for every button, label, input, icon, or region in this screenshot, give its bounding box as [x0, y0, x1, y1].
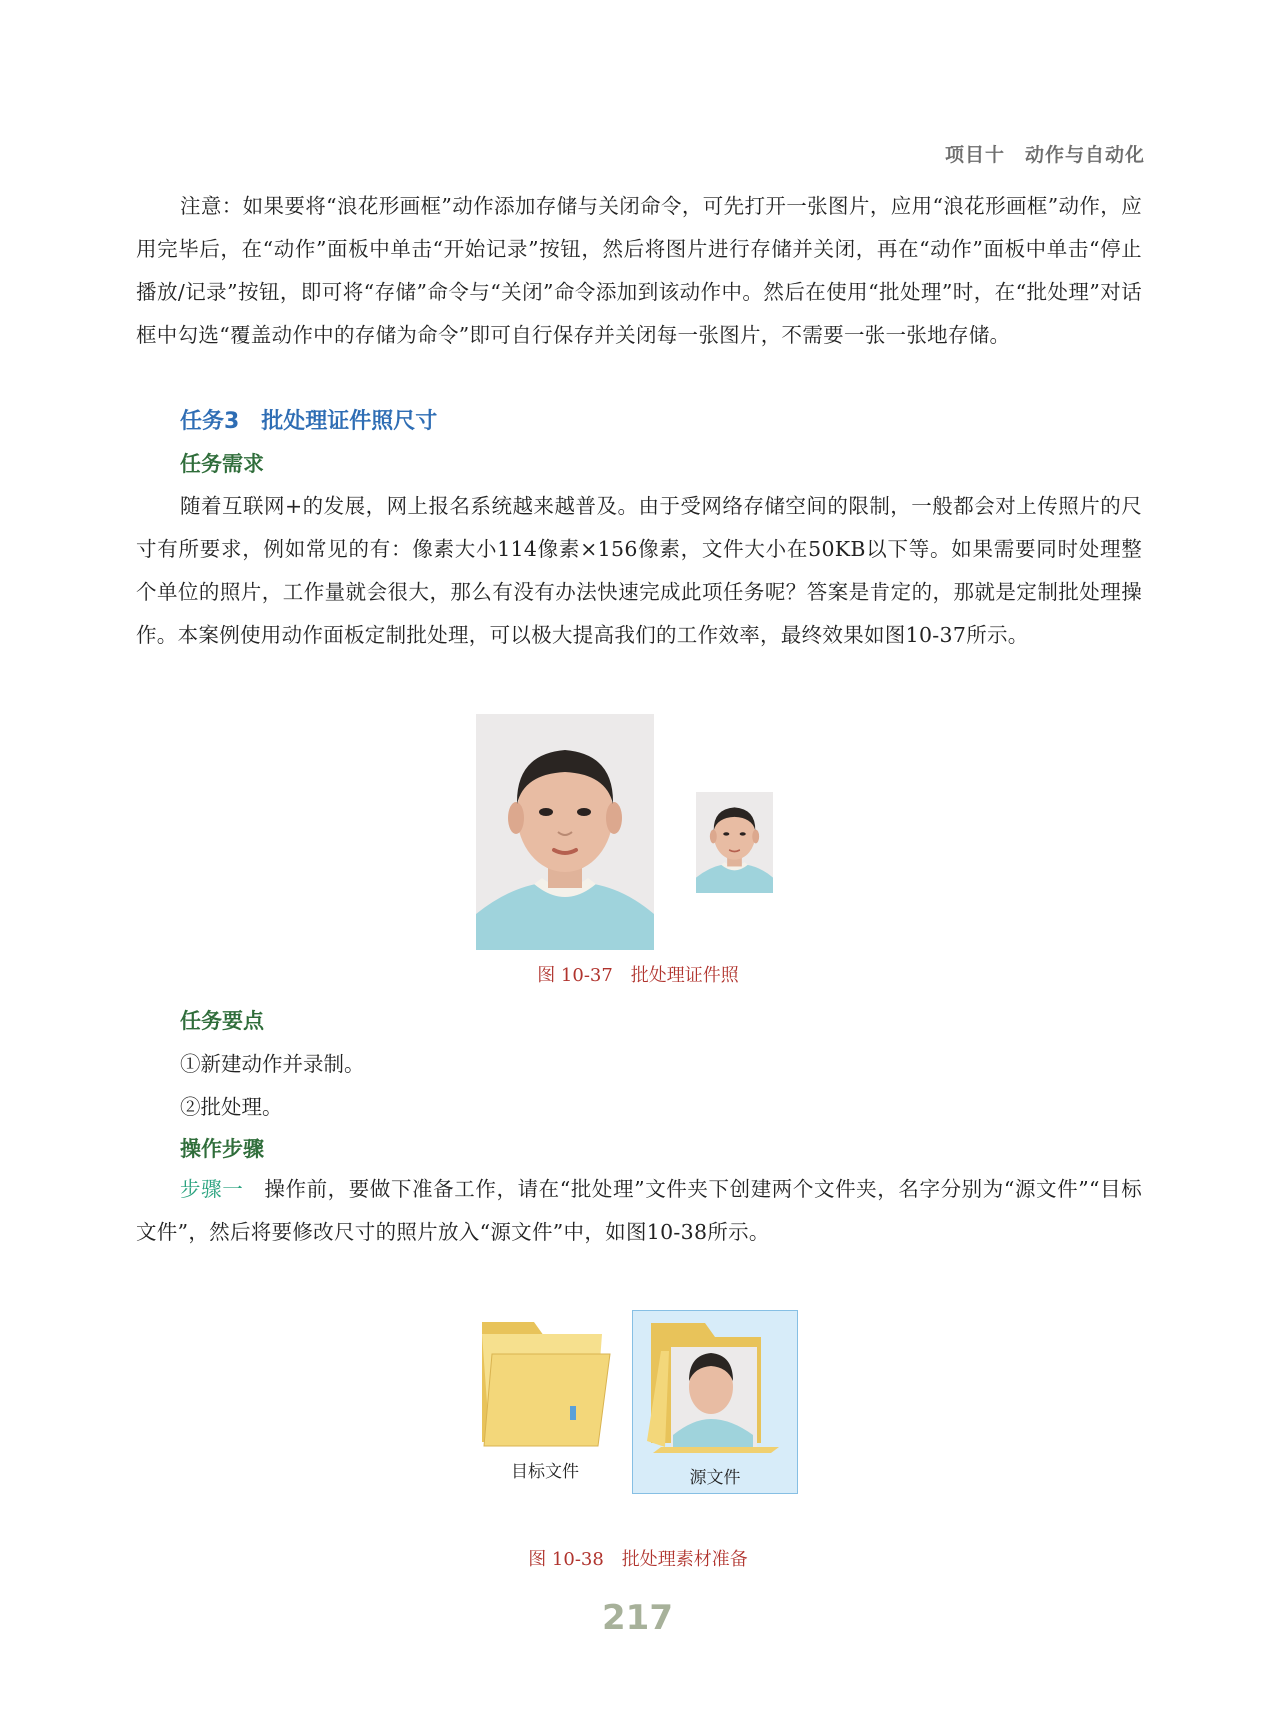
figure-10-38-caption: 图 10-38 批处理素材准备 [528, 1549, 748, 1570]
step1-paragraph [136, 1168, 1142, 1254]
page-number: 217 [602, 1598, 673, 1638]
folder-icon [470, 1314, 620, 1454]
running-header: 项目十 动作与自动化 [944, 144, 1145, 166]
figure-10-37-caption: 图 10-37 批处理证件照 [537, 965, 739, 986]
keypoint-item: ①新建动作并录制。 [180, 1052, 365, 1076]
steps-heading: 操作步骤 [180, 1136, 264, 1161]
step-label: 步骤一 [180, 1177, 244, 1201]
folder-target[interactable] [470, 1314, 620, 1484]
demand-heading: 任务需求 [180, 451, 264, 476]
note-paragraph: 注意：如果要将“浪花形画框”动作添加存储与关闭命令，可先打开一张图片，应用“浪花形画框”动作，应用完毕后，在“动作”面板中单击“开始记录”按钮，然后将图片进行存储并关闭，再在“动作”面板中单击“停止播放/记录”按钮，即可将“存储”命令与“关闭”命令添加到该动作中。然后在使用“批处理”时，在“批处理”对话框中勾选“覆盖动作中的存储为命令”即可自行保存并关闭每一张图片，不需要一张一张地存储。 [136, 194, 1142, 347]
demand-paragraph: 随着互联网+的发展，网上报名系统越来越普及。由于受网络存储空间的限制，一般都会对上传照片的尺寸有所要求，例如常见的有：像素大小114像素×156像素，文件大小在50KB以下等。如果需要同时处理整个单位的照片，工作量就会很大，那么有没有办法快速完成此项任务呢？答案是肯定的，那就是定制批处理操作。本案例使用动作面板定制批处理，可以极大提高我们的工作效率，最终效果如图10-37所示。 [136, 494, 1142, 647]
id-photo-small [696, 792, 773, 893]
keypoints-heading: 任务要点 [180, 1008, 264, 1033]
id-photo-large [476, 714, 654, 950]
folder-label: 目标文件 [511, 1462, 579, 1482]
folder-label: 源文件 [689, 1468, 741, 1488]
folder-source-selected[interactable] [632, 1310, 798, 1494]
task-title: 任务3 批处理证件照尺寸 [180, 409, 438, 434]
keypoint-item: ②批处理。 [180, 1095, 283, 1119]
folder-with-photo-icon [633, 1311, 797, 1461]
step1-text: 操作前，要做下准备工作，请在“批处理”文件夹下创建两个文件夹，名字分别为“源文件”“目标文件”，然后将要修改尺寸的照片放入“源文件”中，如图10-38所示。 [136, 1177, 1142, 1244]
